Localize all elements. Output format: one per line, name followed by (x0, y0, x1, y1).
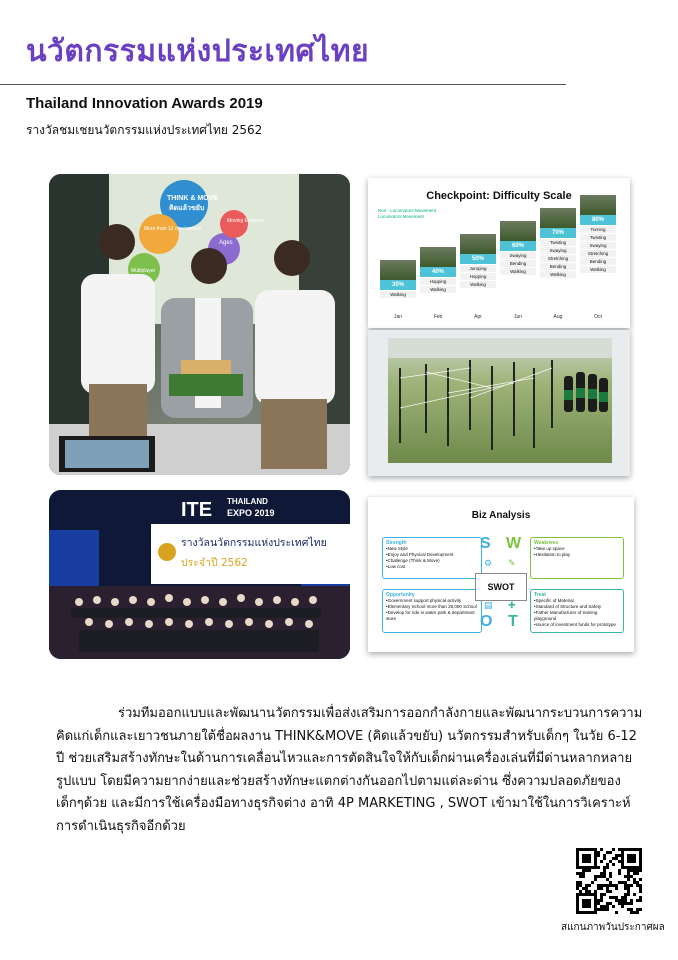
sign-line2: คิดแล้วขยับ (169, 204, 205, 212)
page-title: นวัตกรรมแห่งประเทศไทย (26, 34, 370, 69)
checkpoint-stage (540, 208, 576, 278)
stage-month: Jun (513, 314, 523, 320)
stage-activity: Stretching (540, 255, 576, 262)
legend-non-locomotor: Non - Locomotors Movement (378, 208, 437, 213)
letter-o: O (480, 613, 493, 630)
banner-award-name: รางวัลนวัตกรรมแห่งประเทศไทย (181, 537, 327, 549)
threat-item: •Specific of Material (534, 598, 574, 603)
checkpoint-stage (460, 234, 496, 288)
stage-activity: Hopping (460, 273, 496, 280)
sign-bubble-moving: Moving Exercise (227, 218, 264, 224)
weakness-item: •Hesitation to play (534, 552, 571, 557)
swot-center-label: SWOT (475, 573, 527, 601)
stage-activity: Walking (580, 266, 616, 273)
opportunity-item: •Elementary School more than 28,000 School (386, 604, 477, 609)
strength-heading: Strength (386, 540, 407, 546)
weakness-heading: Weakness (534, 540, 559, 546)
stage-percent: 40% (420, 267, 456, 277)
strength-item: •Challenge (Think & Move) (386, 558, 440, 563)
stage-month: Oct (594, 314, 602, 320)
sign-line1: THINK & MOVE (167, 195, 218, 202)
chart-legend (378, 208, 436, 220)
opportunity-item: •Develop for ride in water park & department store (386, 610, 475, 621)
threat-item: •Father Manufacturer of training playground (534, 610, 598, 621)
stage-activity: Walking (420, 286, 456, 293)
expo-logo-year: EXPO 2019 (227, 508, 275, 518)
qr-code-pattern (576, 848, 642, 914)
opportunity-item: •Government support physical activity (386, 598, 462, 603)
stage-month-wrap (380, 312, 416, 320)
threat-item: •Standard of Structure and Safety (534, 604, 602, 609)
threat-item: •source of investment funds for prototype (534, 622, 616, 627)
stage-percent: 30% (380, 280, 416, 290)
field-checkpoint-photo (368, 330, 630, 476)
stage-activity: Twisting (540, 239, 576, 246)
stage-photo (540, 208, 576, 228)
sign-bubble-ages: Ages (219, 240, 233, 246)
swot-opportunity (382, 589, 482, 633)
legend-locomotor: Locomotors Movement (378, 214, 424, 219)
stage-month: Feb (433, 314, 443, 320)
stage-percent: 50% (460, 254, 496, 264)
checkpoint-stage (580, 195, 616, 273)
award-name-th: รางวัลชมเชยนวัตกรรมแห่งประเทศไทย 2562 (26, 123, 263, 137)
stage-month-wrap (500, 312, 536, 320)
checkpoint-stage (420, 247, 456, 293)
stage-activity: Bending (580, 258, 616, 265)
expo-logo-ite: ITE (181, 499, 213, 521)
stage-activity: Stretching (580, 250, 616, 257)
stage-percent: 80% (580, 215, 616, 225)
opportunity-heading: Opportunity (386, 592, 415, 598)
chart-icon: ▤ (484, 601, 493, 611)
field-illustration (388, 338, 612, 463)
chart-title: Checkpoint: Difficulty Scale (426, 190, 572, 202)
stage-month: Aug (553, 314, 563, 320)
stage-month-wrap (460, 312, 496, 320)
team-booth-illustration (49, 174, 350, 475)
stage-photo (460, 234, 496, 254)
letter-t: T (508, 613, 518, 630)
swot-strength (382, 537, 482, 579)
letter-w: W (506, 535, 522, 552)
title-divider (0, 84, 566, 85)
sign-bubble-multiplayer: Multiplayer (131, 268, 156, 274)
puzzle-icon: ✚ (508, 601, 516, 611)
stage-activity: Turning (580, 226, 616, 233)
stage-activity: Swaying (500, 252, 536, 259)
stage-activity: Jumping (460, 265, 496, 272)
checkpoint-stage (500, 221, 536, 275)
qr-caption: สแกนภาพวันประกาศผล (561, 922, 665, 933)
stage-month: Apr (474, 314, 482, 320)
swot-threat (530, 589, 624, 633)
stage-activity: Bending (540, 263, 576, 270)
strength-item: •Low cost (386, 564, 406, 569)
threat-heading: Treat (534, 592, 546, 598)
swot-weakness (530, 537, 624, 579)
letter-s: S (480, 535, 491, 552)
stage-photo (500, 221, 536, 241)
checkpoint-difficulty-chart (368, 178, 630, 328)
stage-activity: Walking (540, 271, 576, 278)
stage-activity: Swaying (540, 247, 576, 254)
description-text (56, 703, 646, 838)
thumbs-icon: ✎ (508, 559, 516, 569)
description-paragraph: ร่วมทีมออกแบบและพัฒนานวัตกรรมเพื่อส่งเสริมการออกกำลังกายและพัฒนากระบวนการความคิดแก่เด็กและเยาวชนภายใต้ชื่อผลงาน THINK&MOVE (คิดแล้วขยับ) นวัตกรรมสำหรับเด็กๆ ในวัย 6-12 ปี ช่วยเสริมสร้างทักษะในด้านการเคลื่อนไหวและการตัดสินใจให้กับเด็กผ่านเครื่องเล่นที่มีด่านหลากหลายรูปแบบ โดยมีความยากง่ายและช่วยสร้างทักษะแตกต่างกันออกไปตามแต่ละด่าน ซึ่งความปลอดภัยของเด็กๆด้วย และมีการใช้เครื่องมือทางธุรกิจต่าง อาทิ 4P MARKETING , SWOT เข้ามาใช้ในการวิเคราะห์การดำเนินธุรกิจอีกด้วย (56, 706, 643, 834)
stage-activity: Hopping (420, 278, 456, 285)
stage-photo (380, 260, 416, 280)
stage-month: Jan (393, 314, 403, 320)
award-name-en: Thailand Innovation Awards 2019 (26, 95, 263, 112)
stage-month-wrap (420, 312, 456, 320)
stage-percent: 60% (500, 241, 536, 251)
checkpoint-stage (380, 260, 416, 298)
stage-activity: Walking (380, 291, 416, 298)
stage-activity: Twisting (580, 234, 616, 241)
stage-activity: Walking (500, 268, 536, 275)
qr-code[interactable] (576, 848, 642, 914)
weakness-item: •Take up space (534, 546, 565, 551)
stage-month-wrap (580, 312, 616, 320)
strength-item: •New Style (386, 546, 408, 551)
biz-title: Biz Analysis (471, 510, 531, 521)
team-booth-photo (49, 174, 350, 475)
stage-percent: 70% (540, 228, 576, 238)
stage-photo (420, 247, 456, 267)
stage-activity: Walking (460, 281, 496, 288)
banner-award-year: ประจำปี 2562 (181, 557, 248, 569)
stage-activity: Swaying (580, 242, 616, 249)
award-ceremony-photo (49, 490, 350, 659)
gear-icon: ⚙ (484, 559, 493, 569)
strength-item: •Enjoy and Physical Development (386, 552, 454, 557)
expo-logo-thailand: THAILAND (227, 497, 268, 506)
sign-bubble-checkpoints: More than 12 checkpoints (144, 226, 202, 232)
ceremony-illustration (49, 490, 350, 659)
stage-activity: Bending (500, 260, 536, 267)
stage-photo (580, 195, 616, 215)
biz-analysis-swot (368, 497, 634, 652)
stage-month-wrap (540, 312, 576, 320)
